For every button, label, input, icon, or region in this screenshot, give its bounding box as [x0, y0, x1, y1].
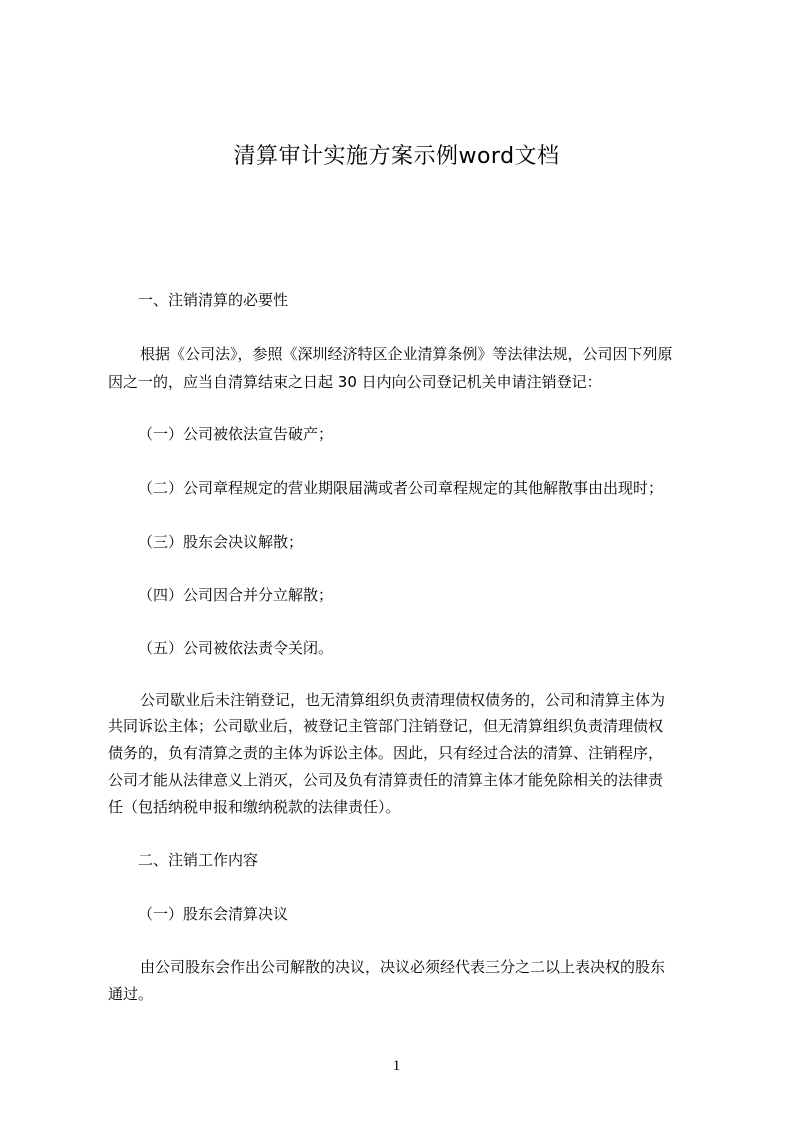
paragraph-line: 因之一的，应当自清算结束之日起 30 日内向公司登记机关申请注销登记：: [108, 373, 602, 391]
paragraph-line: 共同诉讼主体；公司歇业后，被登记主管部门注销登记，但无清算组织负责清理债权: [108, 717, 664, 735]
list-item: （一）公司被依法宣告破产；: [138, 425, 334, 443]
paragraph-line: 由公司股东会作出公司解散的决议，决议必须经代表三分之二以上表决权的股东: [140, 958, 666, 976]
section-heading-1: 一、注销清算的必要性: [138, 291, 289, 309]
paragraph-line: 任（包括纳税申报和缴纳税款的法律责任）。: [108, 798, 401, 816]
page-number: 1: [392, 1058, 401, 1074]
paragraph-line: 债务的，负有清算之责的主体为诉讼主体。因此，只有经过合法的清算、注销程序，: [108, 744, 664, 762]
list-item: （三）股东会决议解散；: [138, 533, 304, 551]
list-item: （四）公司因合并分立解散；: [138, 586, 334, 604]
paragraph-line: 根据《公司法》，参照《深圳经济特区企业清算条例》等法律法规，公司因下列原: [140, 345, 673, 363]
list-item: （五）公司被依法责令关闭。: [138, 639, 334, 657]
paragraph-line: 公司歇业后未注销登记，也无清算组织负责清理债权债务的，公司和清算主体为: [140, 691, 666, 709]
subsection-heading: （一）股东会清算决议: [138, 905, 289, 923]
section-heading-2: 二、注销工作内容: [138, 851, 259, 869]
list-item: （二）公司章程规定的营业期限届满或者公司章程规定的其他解散事由出现时；: [138, 479, 664, 497]
paragraph-line: 公司才能从法律意义上消灭，公司及负有清算责任的清算主体才能免除相关的法律责: [108, 771, 664, 789]
paragraph-line: 通过。: [108, 985, 154, 1003]
document-title: 清算审计实施方案示例word文档: [233, 144, 560, 169]
